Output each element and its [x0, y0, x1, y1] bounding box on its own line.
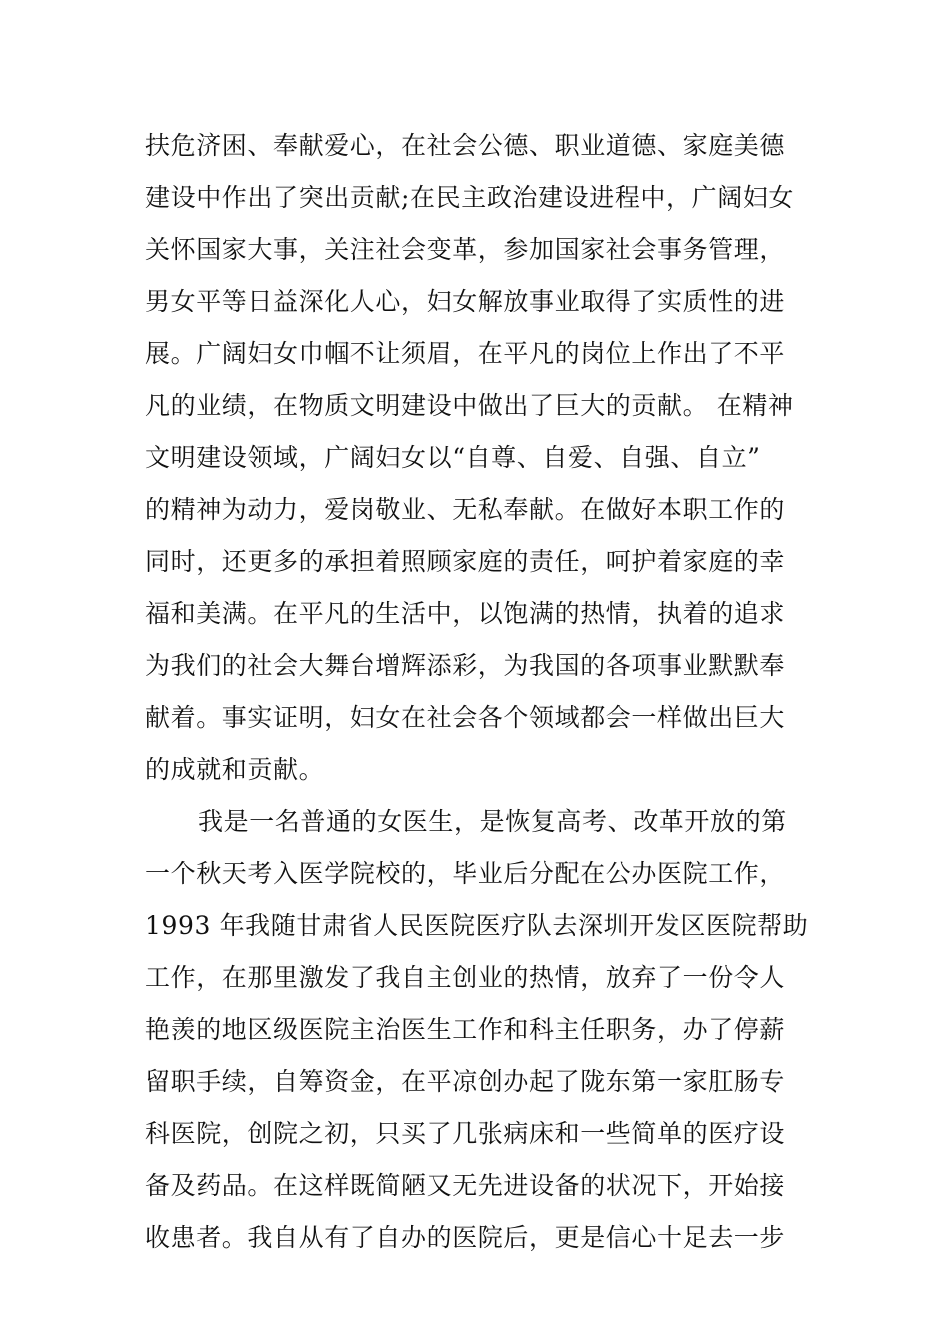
text-line: 艳羡的地区级医院主治医生工作和科主任职务，办了停薪 [145, 1015, 786, 1044]
text-line: 的成就和贡献。 [145, 755, 325, 784]
text-line: 凡的业绩，在物质文明建设中做出了巨大的贡献。 在精神 [145, 391, 794, 420]
text-line: 男女平等日益深化人心，妇女解放事业取得了实质性的进 [145, 287, 786, 316]
text-line: 科医院，创院之初，只买了几张病床和一些简单的医疗设 [145, 1119, 786, 1148]
text-line: 同时，还更多的承担着照顾家庭的责任，呵护着家庭的幸 [145, 547, 786, 576]
text-line: 留职手续，自筹资金，在平凉创办起了陇东第一家肛肠专 [145, 1067, 786, 1096]
text-line: 的精神为动力，爱岗敬业、无私奉献。在做好本职工作的 [145, 495, 786, 524]
text-line: 一个秋天考入医学院校的，毕业后分配在公办医院工作， [145, 859, 786, 888]
text-line: 文明建设领域，广阔妇女以“自尊、自爱、自强、自立” [145, 443, 761, 472]
text-line: 关怀国家大事，关注社会变革，参加国家社会事务管理， [145, 235, 786, 264]
text-line: 展。广阔妇女巾帼不让须眉，在平凡的岗位上作出了不平 [145, 339, 786, 368]
text-line: 扶危济困、奉献爱心，在社会公德、职业道德、家庭美德 [145, 131, 786, 160]
text-line: 工作，在那里激发了我自主创业的热情，放弃了一份令人 [145, 963, 786, 992]
text-line: 备及药品。在这样既简陋又无先进设备的状况下，开始接 [145, 1171, 786, 1200]
text-line: 1993 年我随甘肃省人民医院医疗队去深圳开发区医院帮助 [145, 911, 809, 940]
paragraph-first-line: 我是一名普通的女医生，是恢复高考、改革开放的第 [198, 807, 787, 836]
text-line: 收患者。我自从有了自办的医院后，更是信心十足去一步 [145, 1223, 786, 1252]
text-line: 福和美满。在平凡的生活中，以饱满的热情，执着的追求 [145, 599, 786, 628]
text-line: 为我们的社会大舞台增辉添彩，为我国的各项事业默默奉 [145, 651, 786, 680]
text-line: 建设中作出了突出贡献;在民主政治建设进程中，广阔妇女 [145, 183, 795, 212]
text-line: 献着。事实证明，妇女在社会各个领域都会一样做出巨大 [145, 703, 786, 732]
